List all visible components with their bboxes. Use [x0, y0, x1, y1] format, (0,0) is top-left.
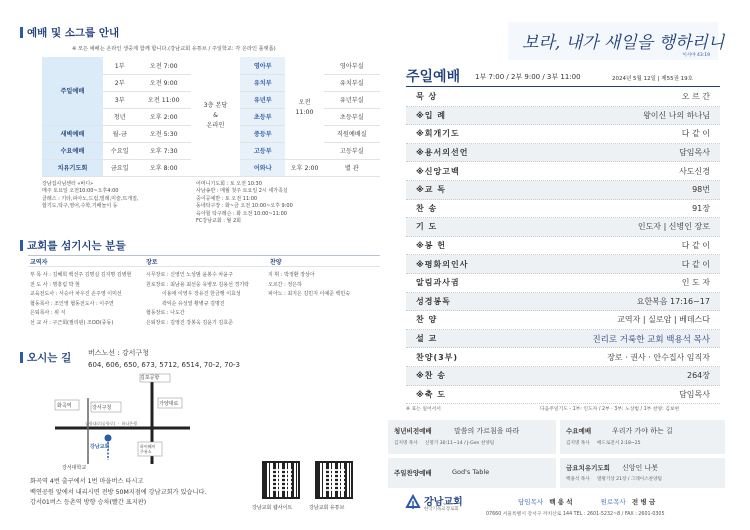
footnote-standing: ※ 표는 일어서서 — [406, 407, 441, 412]
qr-caption-website: 강남교회 웹사이트 — [252, 505, 293, 511]
order-row — [406, 386, 720, 405]
order-row — [406, 88, 720, 107]
website-qr-icon[interactable] — [262, 461, 300, 499]
order-item-value: 사도신경 — [679, 166, 710, 176]
title-rule — [406, 86, 720, 87]
order-item-label: 설 교 — [416, 334, 438, 344]
map-label-road: 공항대로(공항로) ㆍ 하나은행 — [85, 421, 138, 426]
order-row — [406, 181, 720, 200]
order-item-value: 담임목사 — [679, 389, 710, 399]
order-item-label: ※회개기도 — [416, 129, 460, 139]
order-item-label: 묵 상 — [416, 92, 438, 102]
order-item-label: 찬 송 — [416, 203, 438, 213]
order-item-label: 성경봉독 — [416, 296, 451, 306]
small-groups-right: 어머니기도회 : 토 오전 10:30 사남송반 : 매월 첫주 토요일 2시 세가족실 중이공예반 : 토 오전 11:00 동네탁구장 : 화~금 오전 10:00~오후 9:00 육아힐 탁구레슨 : 화 오전 10:00~11:00 FC강남교회 : 월 2회 — [196, 181, 293, 225]
map-label-hawaii: 하이웨이 주유소 — [140, 444, 156, 454]
order-row — [406, 125, 720, 144]
map-label-gangseo-univ: 강서대학교 — [62, 465, 87, 471]
page-title: 주일예배 — [406, 69, 461, 85]
map-label-gimpo: 김포공항 — [140, 375, 160, 381]
order-row — [406, 200, 720, 219]
order-item-label: ※교 독 — [416, 185, 447, 195]
order-item-value: 다 같 이 — [681, 259, 710, 269]
worship-note: ※ 모든 예배는 온라인 생중계 함께 합니다.(강남교회 유튜브 / 주일학교: 각 온라인 플랫폼) — [72, 46, 276, 52]
order-item-value: 인 도 자 — [681, 278, 710, 288]
map-label-gayang: 가양대로 — [159, 401, 179, 407]
footer-address: 07660 서울특별시 강서구 까치산로 144 TEL : 2601-5232~8 / FAX : 2601-0305 — [486, 512, 665, 517]
serve-pastors: 부 목 사 : 김혜희 백선주 김명실 김지명 김병현 전 도 사 : 명흥림 박 현 교육전도사 : 서승아 차우진 손주영 이미선 협동목사 : 조인영 협동전도사 : 이주연 은퇴목사 : 위 식 선 교 사 : 구근회(필리핀) 조OO(중동) — [30, 272, 132, 326]
order-item-label: 찬 양 — [416, 315, 438, 325]
order-row — [406, 274, 720, 293]
map-label-hwagok: 화곡역 — [57, 403, 72, 409]
serve-praise: 지 휘 : 박정환 장상아 오르간 : 정은하 피아노 : 최지은 김민지 이예준 백민숙 — [268, 272, 351, 297]
order-item-value: 인도자 | 신병인 장로 — [637, 222, 710, 232]
order-item-value: 98번 — [692, 185, 710, 195]
order-item-value: 오 르 간 — [681, 92, 710, 102]
footer-denomination: 한국기독교장로회 — [424, 507, 459, 512]
qr-caption-youtube: 강남교회 유튜브 — [309, 505, 345, 511]
order-row — [406, 162, 720, 181]
wednesday-service-box: 수요예배 우리가 가야 하는 길 김지명 목사 베드로전서 2:18~25 — [560, 420, 725, 454]
order-row — [406, 144, 720, 163]
footer-church-name: 강남교회 — [424, 497, 463, 508]
order-row — [406, 293, 720, 312]
order-item-label: ※입 례 — [416, 110, 447, 120]
order-item-label: 찬양(3부) — [416, 352, 459, 362]
order-item-label: 기 도 — [416, 222, 438, 232]
friday-prayer-box: 금요치유기도회 신앙인 나봇 백용석 목사 열왕기상 21장 / 그레이스찬양팀 — [560, 458, 725, 488]
worship-table: 주일예배 1부 오전 7:00 3층 본당 & 온라인 영아부 오전 11:00 영아부실 2부 오전 9:00 유치부 유치부실 3부 오전 11:00 유년부 유년부실 청년 오후 2:00 초등부 초등부실 새벽예배 월-금 오전 5:30 중등부 직원예배실 수요예배 수요일 오후 7:30 고등부 고등부실 치유기도회 금요일 오후 8:00 어와나 오후 2:00 별 관 — [42, 57, 380, 177]
order-item-value: 왕이신 나의 하나님 — [643, 110, 710, 120]
order-item-value: 264장 — [687, 371, 710, 381]
bus-route: 버스노선 : 강서구청 604, 606, 650, 673, 5712, 6514, 70-2, 70-3 — [88, 349, 240, 369]
sunday-label: 주일예배 — [42, 57, 103, 125]
order-item-label: ※축 도 — [416, 389, 447, 399]
order-row — [406, 311, 720, 330]
order-item-label: 알림과사귐 — [416, 278, 460, 288]
order-item-value: 다 같 이 — [681, 241, 710, 251]
calligraphy-text: 보라, 내가 새일을 행하리니 — [522, 33, 725, 53]
order-row — [406, 218, 720, 237]
order-item-value: 91장 — [692, 203, 710, 213]
directions: 화곡역 4번 출구에서 1번 마을버스 타시고 백연공원 앞에서 내리시면 전방 50M지점에 강남교회가 있습니다. 강서01버스 등촌역 방향 승차(빨간 표지판) — [30, 478, 207, 506]
order-item-label: ※신앙고백 — [416, 166, 460, 176]
church-pin-icon — [105, 435, 112, 442]
order-item-label: ※봉 헌 — [416, 241, 447, 251]
order-row — [406, 330, 720, 349]
order-item-value: 담임목사 — [679, 148, 710, 158]
worship-section-title: 예배 및 소그룹 안내 — [20, 25, 119, 40]
service-times: 1부 7:00 / 2부 9:00 / 3부 11:00 — [475, 73, 581, 81]
footnote-next-prayer: 다음주일기도 - 1부: 인도자 / 2부 · 3부: 노상범 / 1부 찬양: 김보현 — [540, 407, 680, 412]
youtube-qr-icon[interactable] — [315, 461, 353, 499]
map-label-church: 강남교회 — [90, 444, 110, 450]
footer-pastors: 담임목사 백 용 석 원로목사 전 병 금 — [518, 498, 656, 506]
order-item-value: 다 같 이 — [681, 129, 710, 139]
verse-reference: 이사야 43:19 — [682, 53, 710, 58]
order-row — [406, 237, 720, 256]
route-section-title: 오시는 길 — [20, 350, 71, 365]
map-label-gangseo-office: 강서구청 — [92, 405, 112, 411]
order-row — [406, 348, 720, 367]
order-item-value: 장로 · 권사 · 안수집사 임직자 — [607, 352, 710, 362]
order-row — [406, 255, 720, 274]
serve-section-title: 교회를 섬기시는 분들 — [20, 238, 126, 253]
bulletin-date: 2024년 5월 12일 | 제55권 19호 — [612, 76, 693, 82]
order-item-label: ※평화의인사 — [416, 259, 469, 269]
small-groups-left: 강남집사님센터 «바디» 매주 토요일 오전10:00~오후4:00 클래스 : 기타,피아노,드럼,빌레,미술,뜨개질, 합기도,탁구,영어,수학,기배놀이 등 — [42, 181, 139, 210]
sanctuary-label: 3층 본당 & 온라인 — [191, 57, 241, 176]
praise-service-box: 주일찬양예배 God's Table — [388, 458, 556, 488]
order-row — [406, 107, 720, 126]
order-item-label: ※용서의선언 — [416, 148, 469, 158]
serve-elders: 시무장로 : 신영인 노상범 윤봉수 차윤구 원로장로 : 최남용 최선웅 유병모 김용선 경기락 이용애 이영우 장유진 한금행 이효성 곽익순 유성열 황병규 김명진 협동장로 : 나도간 은퇴장로 : 김영진 강봉욱 김윤기 김효준 — [146, 272, 249, 326]
calligraphy-banner — [508, 22, 725, 60]
order-item-value: 요한복음 17:16~17 — [636, 296, 710, 306]
order-item-value: 진리로 거룩한 교회 백용석 목사 — [592, 334, 710, 345]
church-logo-icon — [404, 493, 422, 511]
order-item-label: ※찬 송 — [416, 371, 447, 381]
order-row — [406, 367, 720, 386]
youth-service-box: 청년비전예배 말씀의 가르침을 따라 김지명 목사 신명기 30:11~14 / J-Gen 찬양팀 — [388, 420, 556, 454]
order-item-value: 교역자 | 실로암 | 베데스다 — [617, 315, 710, 325]
